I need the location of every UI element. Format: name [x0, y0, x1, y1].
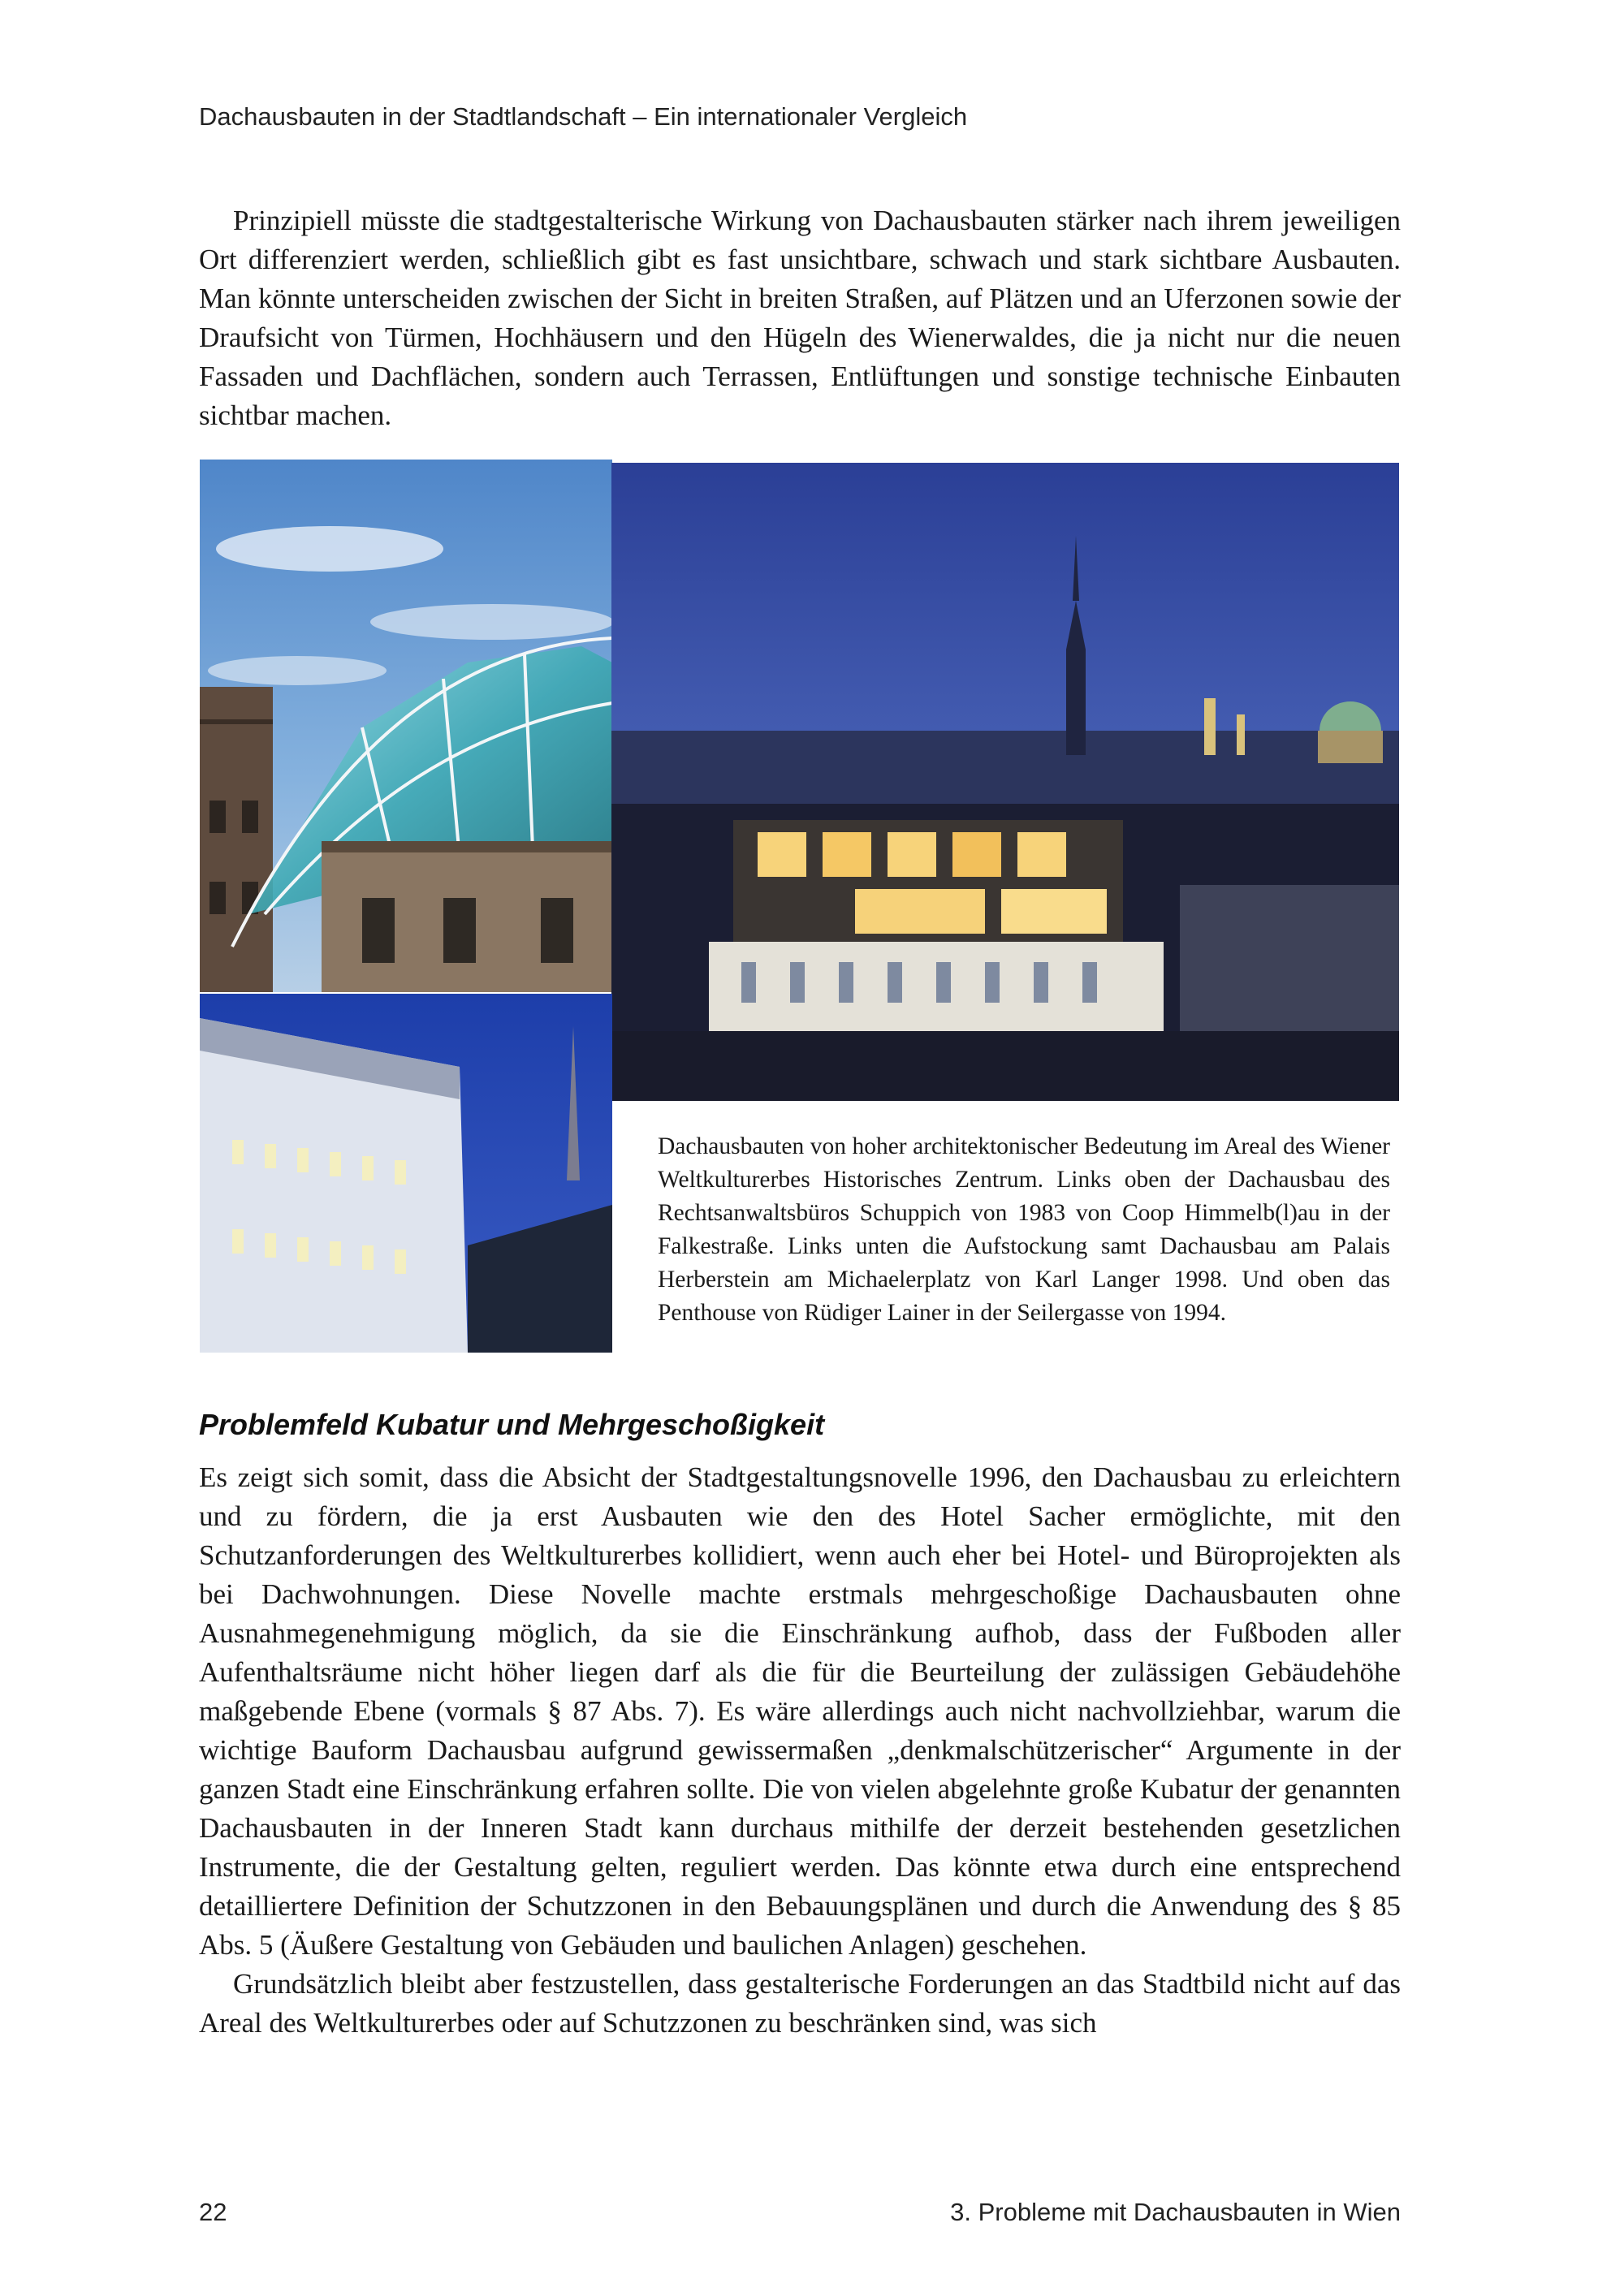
section-paragraph: Es zeigt sich somit, dass die Absicht der Stadtgestaltungsnovelle 1996, den Dachausbau zu erleichtern und zu fördern, die ja erst Ausbauten wie den des Hotel Sacher ermöglichte, mit den Schutzanforderungen des Weltkulturerbes kollidiert, wenn auch eher bei Hotel- und Büroprojekten als bei Dachwohnungen. Diese Novelle machte erstmals mehrgeschoßige Dachausbauten ohne Ausnahmegenehmigung möglich, da sie die Einschränkung aufhob, dass der Fußboden aller Aufenthaltsräume nicht höher liegen darf als die für die Beurteilung der zulässigen Gebäudehöhe maßgebende Ebene (vormals § 87 Abs. 7). Es wäre allerdings auch nicht nachvollziehbar, warum die wichtige Bauform Dachausbau aufgrund gewissermaßen „denkmalschützerischer“ Argumente in der ganzen Stadt eine Einschränkung erfahren sollte. Die von vielen abgelehnte große Kubatur der genannten Dachausbauten in der Inneren Stadt kann durchaus mithilfe der derzeit bestehenden gesetzlichen Instrumente, die der Gestaltung gelten, reguliert werden. Das könnte etwa durch eine entsprechend detailliertere Definition der Schutzzonen in den Bebauungsplänen und durch die Anwendung des § 85 Abs. 5 (Äußere Gestaltung von Gebäuden und baulichen Anlagen) geschehen. — [199, 1461, 1401, 1961]
section-paragraph: Grundsätzlich bleibt aber festzustellen, dass gestalterische Forderungen an das Stadtbild nicht auf das Areal des Weltkulturerbes oder auf Schutzzonen zu beschränken sind, was sich — [199, 1968, 1401, 2039]
intro-paragraph: Prinzipiell müsste die stadtgestalterische Wirkung von Dachausbauten stärker nach ihrem jeweiligen Ort differenziert werden, schließlich gibt es fast unsichtbare, schwach und stark sichtbare Ausbauten. Man könnte unterscheiden zwischen der Sicht in breiten Straßen, auf Plätzen und an Uferzonen sowie der Draufsicht von Türmen, Hochhäusern und den Hügeln des Wienerwaldes, die ja nicht nur die neuen Fassaden und Dachflächen, sondern auch Terrassen, Entlüftungen und sonstige technische Einbauten sichtbar machen. — [199, 205, 1401, 431]
photo-glass-roof-falkestrasse — [200, 460, 612, 992]
figure-caption: Dachausbauten von hoher architektonischer Bedeutung im Areal des Wiener Weltkulturerbes Historisches Zentrum. Links oben der Dachausbau des Rechtsanwaltsbüros Schuppich von 1983 von Coop Himmelb(l)au in der Falkestraße. Links unten die Aufstockung samt Dachausbau am Palais Herberstein am Michaelerplatz von Karl Langer 1998. Und oben das Penthouse von Rüdiger Lainer in der Seilergasse von 1994. — [658, 1133, 1390, 1326]
running-header: Dachausbauten in der Stadtlandschaft – Ein internationaler Vergleich — [199, 102, 968, 131]
chapter-title: 3. Probleme mit Dachausbauten in Wien — [950, 2198, 1401, 2226]
photo-palais-herberstein — [200, 994, 612, 1353]
intro-text — [199, 201, 1401, 435]
section-heading: Problemfeld Kubatur und Mehrgeschoßigkeit — [199, 1408, 825, 1441]
page-number: 22 — [199, 2198, 227, 2226]
section-body — [199, 1458, 1401, 2043]
photo-penthouse-seilergasse — [611, 463, 1399, 1101]
